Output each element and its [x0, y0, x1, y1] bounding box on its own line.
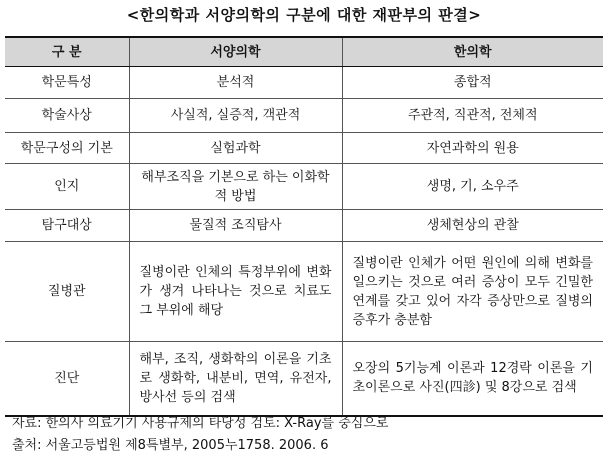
row-label: 탐구대상 [5, 210, 129, 242]
header-korean-medicine: 한의학 [342, 37, 603, 67]
western-cell: 질병이란 인체의 특정부위에 변화가 생겨 나타나는 것으로 치료도 그 부위에 해당 [129, 242, 342, 342]
comparison-table [5, 36, 603, 417]
table-header-row [5, 37, 603, 67]
table-row [5, 133, 603, 164]
table-row [5, 164, 603, 210]
korean-cell: 질병이란 인체가 어떤 원인에 의해 변화를 일으키는 것으로 여러 증상이 모두 긴밀한 연계를 갖고 있어 자각 증상만으로 질병의 증후가 충분함 [342, 242, 603, 342]
korean-cell: 종합적 [342, 67, 603, 99]
table-row [5, 99, 603, 133]
header-category: 구 분 [5, 37, 129, 67]
row-label: 학문특성 [5, 67, 129, 99]
korean-cell: 생체현상의 관찰 [342, 210, 603, 242]
table-row [5, 210, 603, 242]
western-cell: 분석적 [129, 67, 342, 99]
table-title: <한의학과 서양의학의 구분에 대한 재판부의 판결> [126, 6, 482, 24]
korean-cell: 오장의 5기능계 이론과 12경락 이론을 기초이론으로 사진(四診) 및 8강으로 검색 [342, 342, 603, 416]
source-note: 자료: 한의사 의료기기 사용규제의 타당성 검토: X-Ray를 중심으로 [12, 416, 389, 431]
western-cell: 사실적, 실증적, 객관적 [129, 99, 342, 133]
korean-cell: 생명, 기, 소우주 [342, 164, 603, 210]
table-row [5, 242, 603, 342]
western-cell: 해부, 조직, 생화학의 이론을 기초로 생화학, 내분비, 면역, 유전자, 방사선 등의 검색 [129, 342, 342, 416]
citation-note: 출처: 서울고등법원 제8특별부, 2005누1758. 2006. 6 [12, 438, 329, 453]
western-cell: 물질적 조직탐사 [129, 210, 342, 242]
header-western-medicine: 서양의학 [129, 37, 342, 67]
korean-cell: 자연과학의 원용 [342, 133, 603, 164]
row-label: 학문구성의 기본 [5, 133, 129, 164]
row-label: 학술사상 [5, 99, 129, 133]
korean-cell: 주관적, 직관적, 전체적 [342, 99, 603, 133]
western-cell: 해부조직을 기본으로 하는 이화학적 방법 [129, 164, 342, 210]
table-row [5, 342, 603, 416]
row-label: 진단 [5, 342, 129, 416]
western-cell: 실험과학 [129, 133, 342, 164]
table-row [5, 67, 603, 99]
row-label: 질병관 [5, 242, 129, 342]
row-label: 인지 [5, 164, 129, 210]
